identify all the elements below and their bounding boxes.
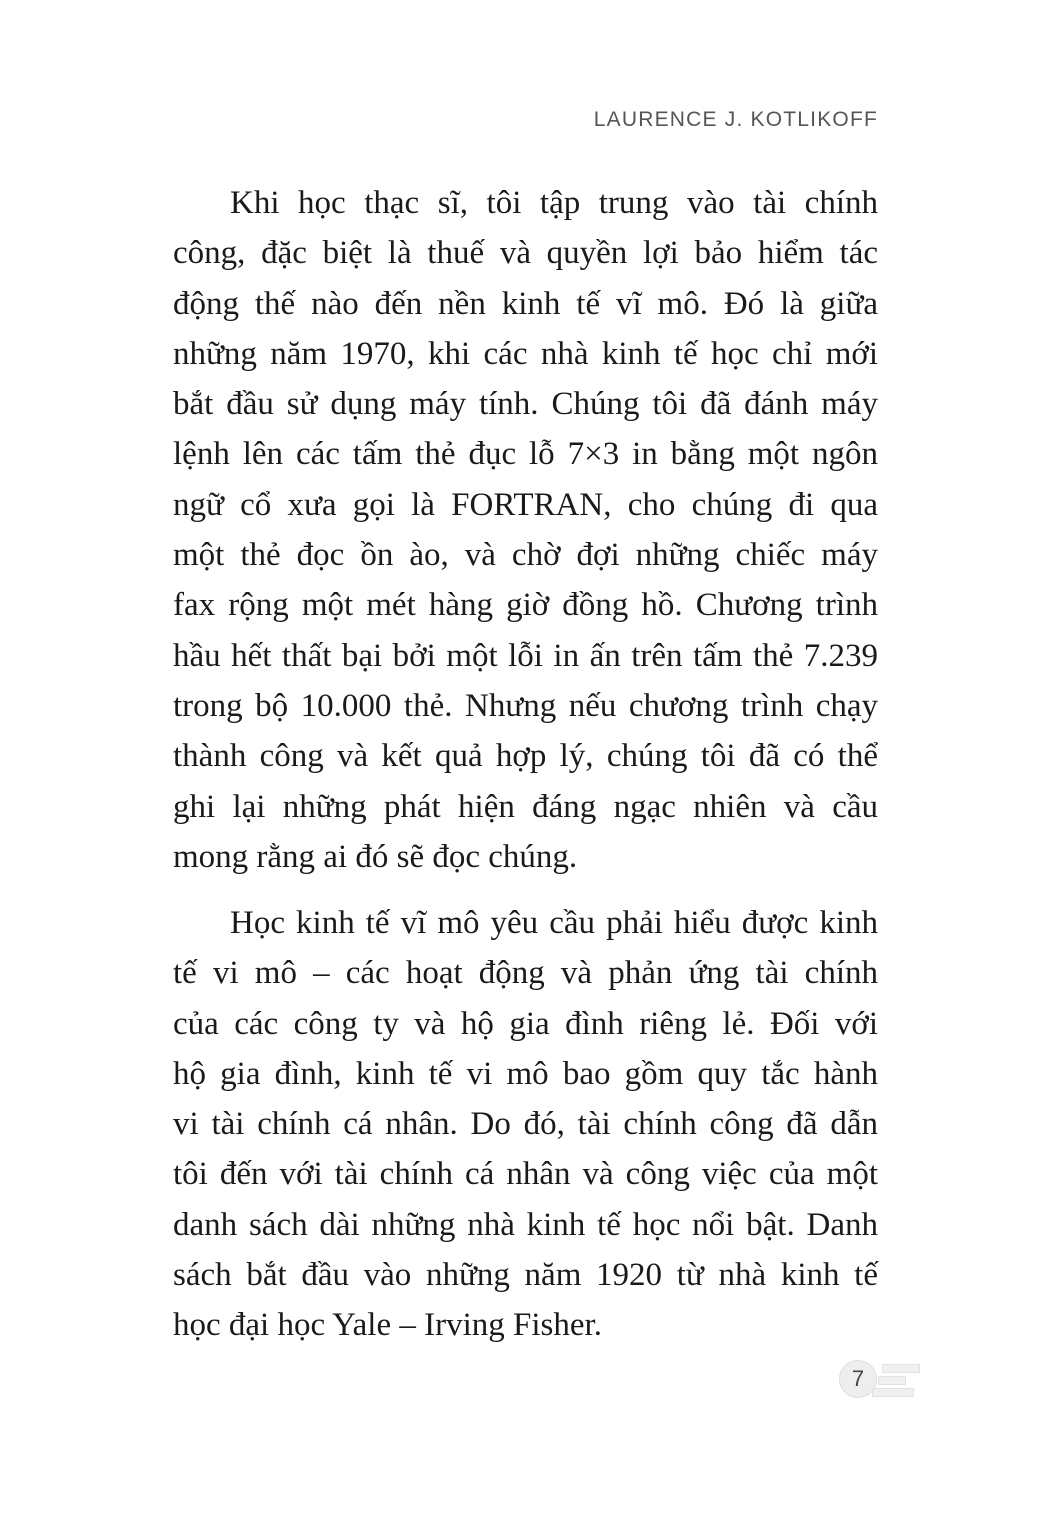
text-line: lệnh lên các tấm thẻ đục lỗ 7×3 in bằng một ngôn xyxy=(173,436,878,473)
text-line: vi tài chính cá nhân. Do đó, tài chính công đã dẫn xyxy=(173,1106,878,1143)
running-header-author: LAURENCE J. KOTLIKOFF xyxy=(593,108,878,131)
text-line: danh sách dài những nhà kinh tế học nổi bật. Danh xyxy=(173,1206,878,1243)
text-line: của các công ty và hộ gia đình riêng lẻ. Đối với xyxy=(173,1005,878,1042)
text-line: công, đặc biệt là thuế và quyền lợi bảo hiểm tác xyxy=(173,235,878,272)
text-line: hầu hết thất bại bởi một lỗi in ấn trên tấm thẻ 7.239 xyxy=(173,637,878,674)
text-line: Học kinh tế vĩ mô yêu cầu phải hiểu được kinh xyxy=(230,905,878,941)
paragraph-2 xyxy=(173,898,878,1351)
text-line: học đại học Yale – Irving Fisher. xyxy=(173,1307,602,1344)
page-number: 7 xyxy=(839,1360,877,1398)
text-line: ngữ cổ xưa gọi là FORTRAN, cho chúng đi qua xyxy=(173,486,878,523)
text-line: hộ gia đình, kinh tế vi mô bao gồm quy tắc hành xyxy=(173,1055,878,1092)
text-line: trong bộ 10.000 thẻ. Nhưng nếu chương trình chạy xyxy=(173,687,878,724)
decorative-bar xyxy=(882,1364,920,1373)
text-line: fax rộng một mét hàng giờ đồng hồ. Chương trình xyxy=(173,587,878,624)
text-line: sách bắt đầu vào những năm 1920 từ nhà kinh tế xyxy=(173,1257,878,1294)
text-line: tế vi mô – các hoạt động và phản ứng tài chính xyxy=(173,955,878,992)
text-line: tôi đến với tài chính cá nhân và công việc của một xyxy=(173,1156,878,1193)
text-line: những năm 1970, khi các nhà kinh tế học chỉ mới xyxy=(173,335,878,372)
text-line: động thế nào đến nền kinh tế vĩ mô. Đó là giữa xyxy=(173,285,878,322)
text-line: mong rằng ai đó sẽ đọc chúng. xyxy=(173,838,578,875)
decorative-bar xyxy=(878,1376,906,1385)
text-line: ghi lại những phát hiện đáng ngạc nhiên và cầu xyxy=(173,788,878,825)
decorative-bar xyxy=(872,1388,914,1397)
text-line: bắt đầu sử dụng máy tính. Chúng tôi đã đánh máy xyxy=(173,386,878,423)
text-line: thành công và kết quả hợp lý, chúng tôi đã có thể xyxy=(173,738,878,775)
text-line: một thẻ đọc ồn ào, và chờ đợi những chiếc máy xyxy=(173,537,878,574)
text-line: Khi học thạc sĩ, tôi tập trung vào tài chính xyxy=(230,185,878,221)
paragraph-1 xyxy=(173,178,878,882)
